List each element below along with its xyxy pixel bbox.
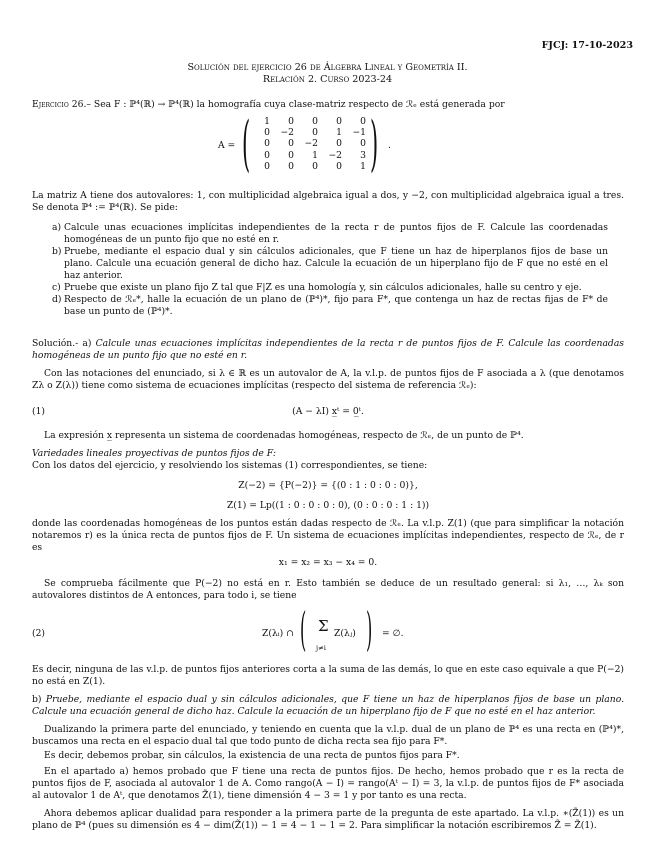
matrix-cell: 0 [312, 116, 318, 127]
matrix-period: . [388, 140, 391, 151]
fixed-varieties-subheading: Variedades lineales proyectivas de puntos fijos de F: [32, 448, 276, 459]
title-line-1: Solución del ejercicio 26 de Álgebra Lineal y Geometría II. [187, 62, 468, 73]
exercise-statement [32, 99, 624, 111]
equation-5-right-paren: ) [366, 602, 373, 656]
solution-paragraph-9: En el apartado a) hemos probado que F tiene una recta de puntos fijos. De hecho, hemos probado que r es la recta de puntos fijos de F, asociada al autovalor 1 de A. Como rango(A − I) = rango(Aᵗ − I) = 3, la v.l.p. de puntos fijos de F* asociada al autovalor 1 de Aᵗ, que denotamos Z̃(1), tiene dimensión 4 − 3 = 1 y por tanto es una recta. [32, 766, 624, 801]
solution-paragraph-5: Se comprueba fácilmente que P(−2) no está en r. Esto también se deduce de un resultado general: si λ₁, …, λₖ son autovalores distintos de A entonces, para todo i, se tiene [32, 578, 624, 601]
exercise-item [52, 246, 608, 282]
matrix-table [246, 116, 366, 172]
matrix-row [246, 138, 366, 149]
matrix-cell: 0 [264, 127, 270, 139]
solution-paragraph-6: Es decir, ninguna de las v.l.p. de puntos fijos anteriores corta a la suma de las demás, lo que en este caso equivale a que P(−2) no está en Z(1). [32, 664, 624, 687]
matrix-cell: 0 [336, 138, 342, 150]
matrix-cell: 0 [312, 127, 318, 139]
matrix-cell: 0 [264, 149, 270, 161]
matrix-cell: −2 [280, 127, 294, 139]
exercise-item [52, 294, 608, 318]
exercise-item [52, 222, 608, 246]
exercise-item-text: Pruebe, mediante el espacio dual y sin cálculos adicionales, que F tiene un haz de hiperplanos fijos de base un plano. Calcule una ecuación general de dicho haz. Calcule la ecuación de un hiperplano fijo de F que no esté en el haz anterior. [64, 246, 608, 281]
equation-4: x₁ = x₂ = x₃ − x₄ = 0. [278, 557, 378, 568]
matrix-cell: 1 [312, 149, 318, 161]
equation-1: (A − λI) x̲ᵗ = 0̲ᵗ. [292, 406, 364, 417]
after-matrix-text: La matriz A tiene dos autovalores: 1, con multiplicidad algebraica igual a dos, y −2, con multiplicidad algebraica igual a tres. Se denota ℙ⁴ := ℙ⁴(ℝ). Se pide: [32, 190, 624, 213]
matrix-cell: 1 [360, 160, 366, 172]
equation-5-right: = ∅. [382, 628, 404, 639]
matrix-cell: 3 [360, 149, 366, 161]
solution-paragraph-7: Dualizando la primera parte del enunciado, y teniendo en cuenta que la v.l.p. dual de un plano de ℙ⁴ es una recta en (ℙ⁴)*, buscamos una recta en el espacio dual tal que todo punto de dicha recta sea fijo para F*. [32, 724, 624, 747]
exercise-items [52, 222, 608, 318]
solution-paragraph-1: Con las notaciones del enunciado, si λ ∈ ℝ es un autovalor de A, la v.l.p. de puntos fijos de F asociada a λ (que denotamos Zλ o Z(λ)) tiene como sistema de ecuaciones implícitas (respecto del sistema de referencia ℛₑ): [32, 368, 624, 391]
equation-5-left-paren: ( [300, 602, 307, 656]
matrix-cell: 0 [288, 160, 294, 172]
matrix-cell: 0 [336, 160, 342, 172]
matrix-name: A = [218, 140, 236, 151]
matrix-left-paren: ( [242, 109, 251, 179]
title-line-2: Relación 2. Curso 2023-24 [262, 74, 393, 85]
matrix-cell: 0 [288, 116, 294, 127]
equation-3: Z(1) = Lp((1 : 0 : 0 : 0 : 0), (0 : 0 : 0 : 1 : 1)) [226, 500, 430, 511]
solution-paragraph-3: Con los datos del ejercicio, y resolviendo los sistemas (1) correspondientes, se tiene: [32, 460, 428, 471]
equation-5-term: Z(λⱼ) [334, 628, 356, 639]
solution-label: Solución.- a) [32, 338, 92, 349]
solution-a-heading [32, 338, 624, 362]
exercise-statement-text: Sea F : ℙ⁴(ℝ) → ℙ⁴(ℝ) la homografía cuya clase-matriz respecto de ℛₑ está generada por [93, 99, 505, 110]
solution-paragraph-4: donde las coordenadas homogéneas de los puntos están dadas respecto de ℛₑ. La v.l.p. Z(1) (que para simplificar la notación notaremos r) es la única recta de puntos fijos de F. Un sistema de ecuaciones implícitas independientes, respecto de ℛₑ, de r es [32, 518, 624, 553]
equation-1-label: (1) [32, 406, 46, 417]
solution-paragraph-2: La expresión x̲ representa un sistema de coordenadas homogéneas, respecto de ℛₑ, de un punto de ℙ⁴. [44, 430, 524, 441]
matrix-cell: −1 [352, 127, 366, 139]
matrix-row [246, 127, 366, 138]
exercise-item-label: a) [52, 222, 62, 233]
matrix-row [246, 116, 366, 127]
matrix-cell: 1 [264, 116, 270, 127]
matrix [246, 116, 366, 172]
equation-2: Z(−2) = {P(−2)} = {(0 : 1 : 0 : 0 : 0)}, [238, 480, 418, 491]
matrix-cell: 0 [288, 149, 294, 161]
matrix-cell: −2 [328, 149, 342, 161]
exercise-item-text: Pruebe que existe un plano fijo Z tal que F|Z es una homología y, sin cálculos adicionales, halle su centro y eje. [64, 282, 582, 293]
matrix-cell: 0 [264, 160, 270, 172]
matrix-cell: 0 [312, 160, 318, 172]
matrix-cell: 0 [360, 116, 366, 127]
exercise-label: Ejercicio 26.– [32, 99, 91, 110]
equation-5-sum: Σ [318, 617, 329, 635]
equation-5-left: Z(λᵢ) ∩ [262, 628, 294, 639]
exercise-item [52, 282, 608, 294]
matrix-cell: 1 [336, 127, 342, 139]
matrix-row [246, 161, 366, 172]
matrix-cell: 0 [360, 138, 366, 150]
solution-paragraph-10: Ahora debemos aplicar dualidad para responder a la primera parte de la pregunta de este apartado. La v.l.p. ∗(Z̃(1)) es un plano de ℙ⁴ (pues su dimensión es 4 − dim(Z̃(1)) − 1 = 4 − 1 − 1 = 2. Para simplificar la notación escribiremos Z̃ = Z̃(1). [32, 808, 624, 831]
solution-b-label: b) [32, 694, 42, 705]
exercise-item-label: d) [52, 294, 62, 305]
matrix-right-paren: ) [370, 109, 379, 179]
exercise-item-label: c) [52, 282, 61, 293]
solution-a-heading-text: Calcule unas ecuaciones implícitas independientes de la recta r de puntos fijos de F. Calcule las coordenadas homogéneas de un punto fijo que no esté en r. [32, 338, 625, 361]
matrix-cell: 0 [288, 138, 294, 150]
exercise-item-text: Respecto de ℛₑ*, halle la ecuación de un plano de (ℙ⁴)*, fijo para F*, que contenga un haz de rectas fijas de F* de base un punto de (ℙ⁴)*. [64, 294, 608, 317]
matrix-cell: 0 [336, 116, 342, 127]
equation-5-subscript: j≠i [316, 644, 326, 652]
solution-b-heading-text: Pruebe, mediante el espacio dual y sin cálculos adicionales, que F tiene un haz de hiperplanos fijos de base un plano. Calcule una ecuación general de dicho haz. Calcule la ecuación de un hiperplano fijo de F que no esté en el haz anterior. [32, 694, 624, 717]
exercise-item-label: b) [52, 246, 62, 257]
equation-2-label: (2) [32, 628, 46, 639]
matrix-cell: 0 [264, 138, 270, 150]
solution-paragraph-8: Es decir, debemos probar, sin cálculos, la existencia de una recta de puntos fijos para F*. [44, 750, 460, 761]
header-tag: FJCJ: 17-10-2023 [541, 40, 633, 51]
matrix-row [246, 150, 366, 161]
matrix-cell: −2 [304, 138, 318, 150]
exercise-item-text: Calcule unas ecuaciones implícitas independientes de la recta r de puntos fijos de F. Calcule las coordenadas homogéneas de un punto fijo que no esté en r. [64, 222, 608, 245]
solution-b-heading [32, 694, 624, 718]
